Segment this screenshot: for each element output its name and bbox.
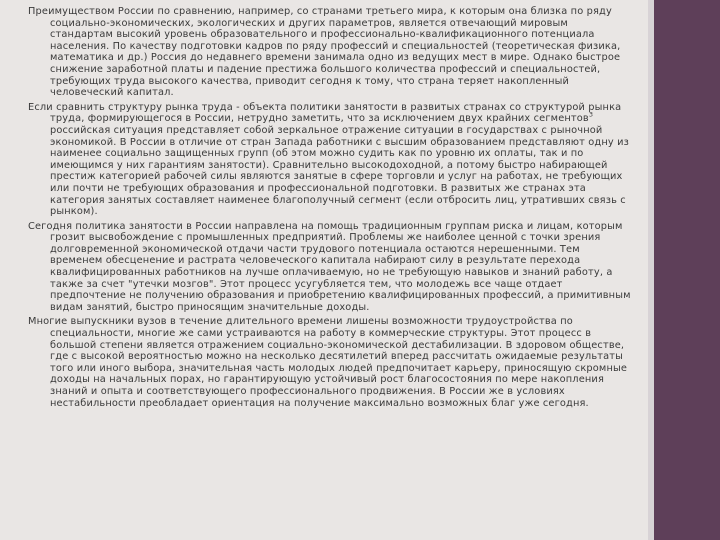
paragraph-labor-market-part2: российская ситуация представляет собой зеркальное отражение ситуации в государствах с рыночной экономикой. В России в отличие от стран Запада работники с высшим образованием представляют одну из наименее социально защищенных групп (об этом можно судить как по уровню их оплаты, так и по имеющимся у них гарантиям занятости). Сравнительно высокодоходной, а потому быстро набирающей престиж категорией рабочей силы являются занятые в сфере торговли и услуг на работах, не требующих или почти не требующих образования и профессиональной подготовки. В развитых же странах эта категория занятых составляет наименее благополучный сегмент (если отбросить лиц, утративших связь с рынком). — [50, 124, 629, 218]
accent-bar — [654, 0, 720, 540]
paragraph-graduates: Многие выпускники вузов в течение длительного времени лишены возможности трудоустройства по специальности, многие же сами устраиваются на работу в коммерческие структуры. Этот процесс в большой степени является отражением социально-экономической дестабилизации. В здоровом обществе, где с высокой вероятностью можно на несколько десятилетий вперед рассчитать ожидаемые результаты того или иного выбора, значительная часть молодых людей предпочитает карьеру, приносящую скромные доходы на начальных порах, но гарантирующую устойчивый рост благосостояния по мере накопления знаний и опыта и соответствующего профессионального продвижения. В России же в условиях нестабильности преобладает ориентация на получение максимально возможных благ уже сегодня. — [28, 316, 628, 409]
paragraph-labor-market — [28, 102, 634, 218]
slide-text-body — [28, 6, 634, 412]
paragraph-advantage: Преимуществом России по сравнению, например, со странами третьего мира, к которым она близка по ряду социально-экономических, экологических и других параметров, является отвечающий мировым стандартам высокий уровень образовательного и профессионально-квалификационного потенциала населения. По качеству подготовки кадров по ряду профессий и специальностей (теоретическая физика, математика и др.) Россия до недавнего времени занимала одно из ведущих мест в мире. Однако быстрое снижение заработной платы и падение престижа большого количества профессий и специальностей, требующих труда высокого качества, приводит сегодня к тому, что страна теряет накопленный человеческий капитал. — [28, 6, 621, 99]
footnote-marker: 3 — [588, 111, 594, 120]
paragraph-labor-market-part1: Если сравнить структуру рынка труда - объекта политики занятости в развитых странах со структурой рынка труда, формирующегося в России, нетрудно заметить, что за исключением двух крайних сегментов — [28, 101, 622, 125]
paragraph-employment-policy: Сегодня политика занятости в России направлена на помощь традиционным группам риска и лицам, которым грозит высвобождение с промышленных предприятий. Проблемы же наиболее ценной с точки зрения долговременной экономической отдачи части трудового потенциала остаются нерешенными. Тем временем обесценение и растрата человеческого капитала набирают силу в результате перехода квалифицированных работников на лучше оплачиваемую, но не требующую навыков и знаний работу, а также за счет "утечки мозгов". Этот процесс усугубляется тем, что молодежь все чаще отдает предпочтение не получению образования и приобретению квалифицированных профессий, а примитивным видам занятий, быстро приносящим значительные доходы. — [28, 220, 631, 313]
